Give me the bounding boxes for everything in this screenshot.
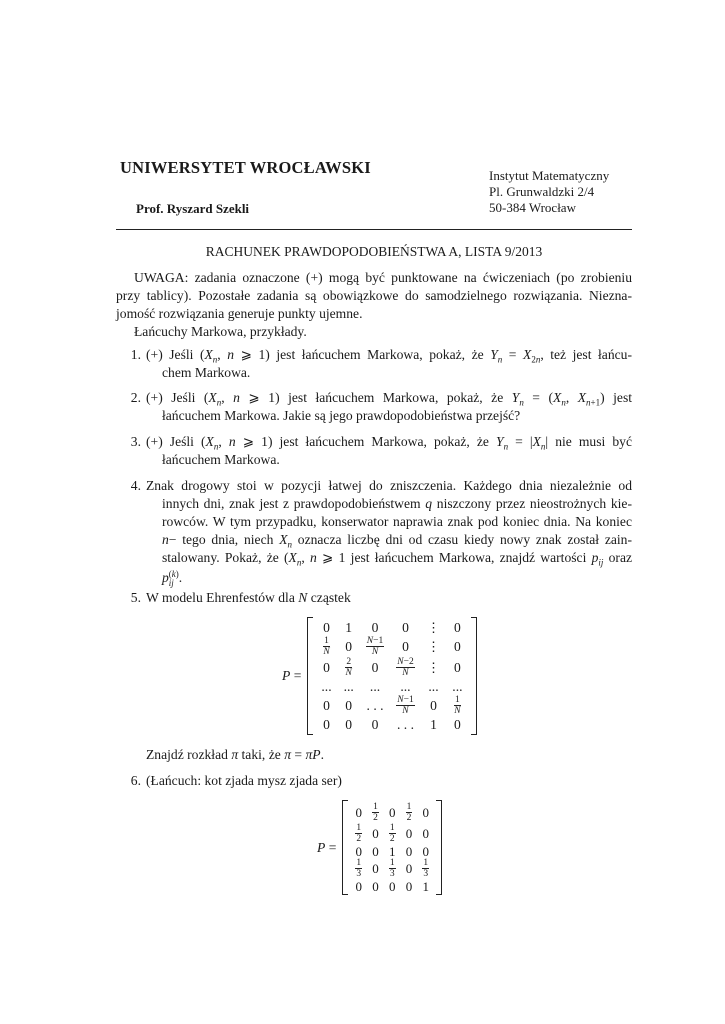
problem-intro: W modelu Ehrenfestów dla xyxy=(146,590,295,605)
notice-line: przy tablicy). Pozostałe zadania są obowiązkowe do samodzielnego rozwiązania. Niezna- xyxy=(116,288,632,303)
matrix-cell: 0 xyxy=(405,826,413,841)
matrix-cell: 0 xyxy=(355,805,363,820)
problem-text xyxy=(146,772,632,790)
matrix-cell: $\frac{1}{3}$ xyxy=(389,858,395,879)
matrix-row xyxy=(350,823,434,844)
problem-intro: cząstek xyxy=(310,590,351,605)
problem-text: W modelu Ehrenfestów dla N cząstek xyxy=(146,590,351,605)
problem-text: (+) Jeśli ($X_n$, n ⩾ 1) jest łańcuchem Markowa, pokaż, że $Y_n = (X_n$, $X_{n+1}$) jest łańcuchem Markowa. Jakie są jego prawdopodobieństwa przejść? xyxy=(146,390,633,423)
document-title: RACHUNEK PRAWDOPODOBIEŃSTWA A, LISTA 9/2013 xyxy=(205,244,543,259)
institute-line: Pl. Grunwaldzki 2/4 xyxy=(489,184,595,199)
matrix-cell: 0 xyxy=(372,826,379,841)
matrix-6: P = 0 $\frac{1}{2}$ 0 $\frac{1}{2}$ 0 $\frac{1}{2}$ 0 $\frac{1}{2}$ 0 0 0 0 1 0 0 $\frac{1}{3}$ 0 $\frac{1}{3}$ 0 $\frac{1}{3}$ 0 0 0 0 1 xyxy=(317,800,442,895)
document-page: UNIWERSYTET WROCŁAWSKI Prof. Ryszard Szekli Instytut Matematyczny Pl. Grunwaldzki 2/4 50-384 Wrocław RACHUNEK PRAWDOPODOBIEŃSTWA A, LISTA 9/2013 UWAGA: zadania oznaczone (+) mogą być punktowane na ćwiczeniach (po zrobieniu przy tablicy). Pozostałe zadania są obowiązkowe do samodzielnego rozwiązania. Niezna- jomość rozwiązania generuje punkty ujemne. Łańcuchy Markowa, przykłady. 1. (+) Jeśli ($X_n$, n ⩾ 1) jest łańcuchem Markowa, pokaż, że $Y_n = X_{2n}$, też jest łańcu- chem Markowa. 2. (+) Jeśli ($X_n$, n ⩾ 1) jest łańcuchem Markowa, pokaż, że $Y_n = (X_n$, $X_{n+1}$) jest łańcuchem Markowa. Jakie są jego prawdopodobieństwa przejść? 3. (+) Jeśli ($X_n$, n ⩾ 1) jest łańcuchem Markowa, pokaż, że $Y_n = |X_n|$ nie musi być łańcuchem Markowa. 4. Znak drogowy stoi w pozycji łatwej do zniszczenia. Każdego dnia niezależnie od innych dni, znak jest z prawdopodobieństwem q niszczony przez nieostrożnych kie- rowców. W tym przypadku, konserwator naprawia znak pod koniec dnia. Na koniec n− tego dnia, niech $X_n$ oznacza liczbę dni od czasu kiedy nowy znak został zain- stalowany. Pokaż, że ($X_n$, n ⩾ 1 jest łańcuchem Markowa, znajdź wartości $p_{ij}$ oraz p (k) ij . 5. W modelu Ehrenfestów dla N cząstek P = 0 1 0 0 ⋮ 0 $\frac{1}{N}$ 0 $\frac{N-1}{N}$ 0 ⋮ 0 0 $\frac{2}{N}$ 0 $\frac{N-2}{N}$ ⋮ 0 ... ... ... ... ... ... 0 0 . . . $\frac{N-1}{N}$ 0 $\frac{1}{N}$ 0 0 0 . . . 1 0 Znajdź rozkład π taki, że π = πP. 6. (Łańcuch: kot zjada mysz zjada ser) P = 0 $\frac{1}{2}$ 0 $\frac{1}{2}$ 0 $\frac{1}{2}$ 0 $\frac{1}{2}$ 0 0 0 0 1 0 0 $\frac{1}{3}$ 0 $\frac{1}{3}$ 0 $\frac{1}{3}$ 0 0 0 0 1 xyxy=(116,158,633,894)
problem-text: (+) Jeśli ($X_n$, n ⩾ 1) jest łańcuchem Markowa, pokaż, że $Y_n = X_{2n}$, też jest łańcu- chem Markowa. xyxy=(146,347,632,380)
matrix-cell: 0 xyxy=(389,805,396,820)
matrix-cell: 0 xyxy=(422,826,430,841)
university-name: UNIWERSYTET WROCŁAWSKI xyxy=(120,158,371,177)
matrix-cell: 0 xyxy=(389,878,396,894)
matrix-cell: 1 xyxy=(389,843,396,859)
problem-question: Znajdź rozkład xyxy=(146,747,228,762)
notice-line: jomość rozwiązania generuje punkty ujemne. xyxy=(116,306,363,321)
matrix-cell: $\frac{1}{2}$ xyxy=(356,823,362,844)
problem-number: 6. xyxy=(130,773,141,788)
problem-question: taki, że xyxy=(241,747,281,762)
matrix-cell: 0 xyxy=(355,843,363,859)
matrix-cell: $\frac{1}{2}$ xyxy=(406,802,412,823)
matrix-cell: 0 xyxy=(355,878,363,894)
matrix-cell: 0 xyxy=(372,843,379,859)
problem-number: 1. xyxy=(130,347,141,362)
matrix-cell: 0 xyxy=(422,805,430,820)
cat-mouse-matrix xyxy=(342,800,442,895)
matrix-cell: $\frac{1}{2}$ xyxy=(389,823,395,844)
matrix-cell: 1 xyxy=(422,878,430,894)
institute-address xyxy=(489,168,609,216)
matrix-cell: $\frac{1}{3}$ xyxy=(356,858,362,879)
matrix-cell: 0 xyxy=(422,843,430,859)
problem-number: 4. xyxy=(130,478,141,493)
notice-line: UWAGA: zadania oznaczone (+) mogą być punktowane na ćwiczeniach (po zrobieniu xyxy=(134,270,632,285)
institute-line: Instytut Matematyczny xyxy=(489,168,610,183)
matrix-cell: 0 xyxy=(372,861,379,876)
matrix-row xyxy=(350,879,434,893)
topic-line: Łańcuchy Markowa, przykłady. xyxy=(134,324,307,339)
matrix-cell: 0 xyxy=(372,878,379,894)
problem-text: Znak drogowy stoi w pozycji łatwej do zniszczenia. Każdego dnia niezależnie od innych dni, znak jest z prawdopodobieństwem q niszczony przez nieostrożnych kie- rowców. W tym przypadku, konserwator naprawia znak pod koniec dnia. Na koniec n− tego dnia, niech $X_n$ oznacza liczbę dni od czasu kiedy nowy znak został zain- stalowany. Pokaż, że ($X_n$, n ⩾ 1 jest łańcuchem Markowa, znajdź wartości $p_{ij}$ oraz p (k) ij . xyxy=(146,478,633,588)
matrix-cell: 0 xyxy=(405,843,413,859)
institute-line: 50-384 Wrocław xyxy=(489,200,576,215)
problem-text: (+) Jeśli ($X_n$, n ⩾ 1) jest łańcuchem Markowa, pokaż, że $Y_n = |X_n|$ nie musi być łańcuchem Markowa. xyxy=(146,434,632,467)
notice-paragraph xyxy=(116,269,632,341)
matrix-row xyxy=(350,844,434,858)
matrix-cell: 0 xyxy=(405,861,413,876)
problem-number: 3. xyxy=(130,434,141,449)
header-divider xyxy=(116,229,632,230)
matrix-row xyxy=(350,858,434,879)
problem-number: 2. xyxy=(130,390,141,405)
ehrenfest-matrix: 0 1 0 0 ⋮ 0 $\frac{1}{N}$ 0 $\frac{N-1}{N}$ 0 ⋮ 0 0 $\frac{2}{N}$ 0 $\frac{N-2}{N}$ ⋮ 0 ... ... ... ... ... ... 0 0 . . . $\frac{N-1}{N}$ 0 $\frac{1}{N}$ 0 0 0 . . . 1 0 xyxy=(307,617,476,735)
problem-intro: (Łańcuch: kot zjada mysz zjada ser) xyxy=(146,773,342,788)
matrix-6-table xyxy=(350,802,434,893)
professor-name: Prof. Ryszard Szekli xyxy=(136,201,250,216)
matrix-cell: $\frac{1}{2}$ xyxy=(373,802,378,823)
matrix-row xyxy=(350,802,434,823)
matrix-cell: 0 xyxy=(405,878,413,894)
matrix-5: P = 0 1 0 0 ⋮ 0 $\frac{1}{N}$ 0 $\frac{N-1}{N}$ 0 ⋮ 0 0 $\frac{2}{N}$ 0 $\frac{N-2}{N}$ ⋮ 0 ... ... ... ... ... ... 0 0 . . . $\frac{N-1}{N}$ 0 $\frac{1}{N}$ 0 0 0 . . . 1 0 xyxy=(282,617,477,735)
matrix-cell: $\frac{1}{3}$ xyxy=(423,858,429,879)
problem-number: 5. xyxy=(130,590,141,605)
